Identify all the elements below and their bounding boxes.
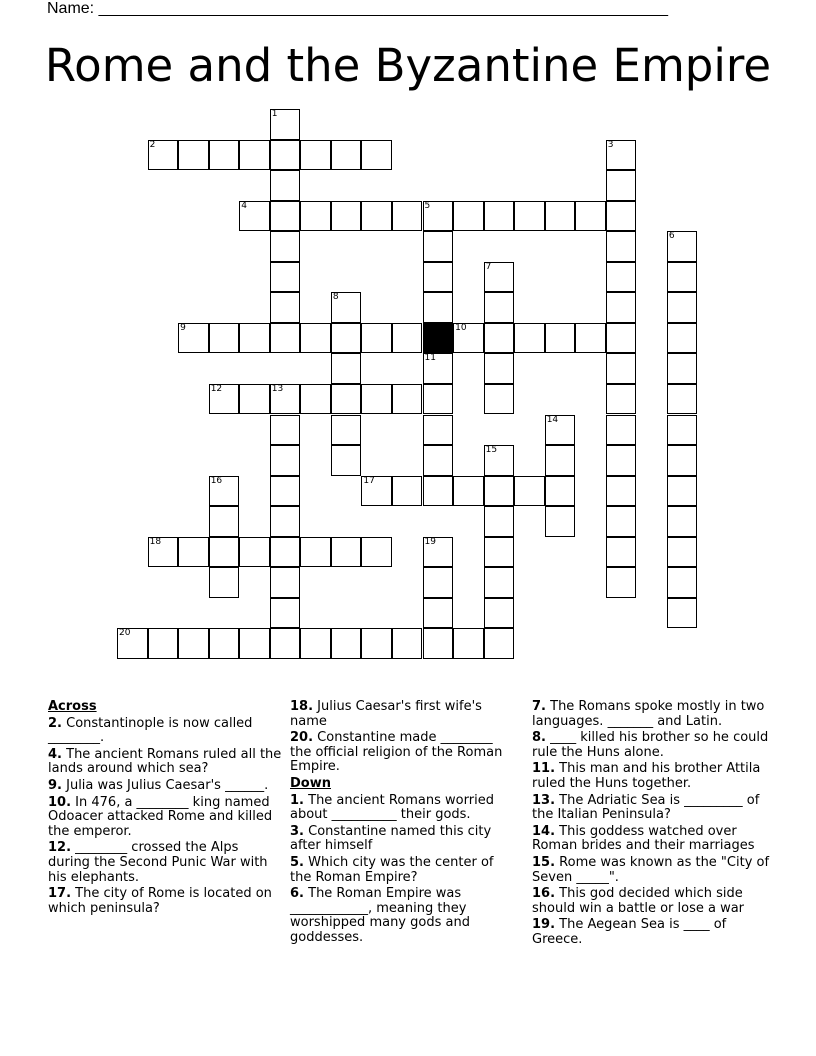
grid-cell[interactable] [392, 384, 423, 415]
grid-cell[interactable] [178, 537, 209, 568]
across-clue-2: 2. Constantinople is now called ________. [48, 715, 253, 746]
grid-cell[interactable] [209, 537, 240, 568]
grid-cell[interactable] [423, 231, 454, 262]
grid-cell[interactable] [606, 384, 637, 415]
grid-cell[interactable] [361, 476, 392, 507]
grid-cell[interactable] [484, 537, 515, 568]
grid-cell[interactable] [484, 201, 515, 232]
clue-number: 1 [271, 109, 278, 119]
grid-cell[interactable] [331, 537, 362, 568]
clue-number: 8 [332, 292, 339, 303]
grid-cell[interactable] [667, 415, 698, 446]
clue-number: 7 [485, 261, 492, 272]
grid-cell[interactable] [270, 109, 301, 140]
grid-cell[interactable] [300, 628, 331, 659]
grid-cell[interactable] [606, 231, 637, 262]
grid-cell[interactable] [209, 140, 240, 171]
grid-cell[interactable] [331, 353, 362, 384]
grid-cell[interactable] [300, 537, 331, 568]
grid-cell[interactable] [606, 323, 637, 354]
clue-number: 4 [241, 200, 247, 211]
grid-cell[interactable] [300, 323, 331, 354]
clue-number: 20 [119, 628, 131, 639]
grid-cell[interactable] [239, 140, 270, 171]
grid-cell[interactable] [361, 140, 392, 171]
grid-cell[interactable] [392, 323, 423, 354]
grid-cell[interactable] [423, 445, 454, 476]
grid-cell[interactable] [270, 323, 301, 354]
down-clue-16: 16. This god decided which side should win a battle or lose a war [532, 886, 745, 916]
grid-cell[interactable] [667, 292, 698, 323]
grid-cell[interactable] [484, 292, 515, 323]
down-clue-3: 3. Constantine named this city after himself [290, 823, 492, 854]
grid-cell[interactable] [209, 628, 240, 659]
grid-cell[interactable] [606, 567, 637, 598]
grid-cell[interactable] [606, 445, 637, 476]
clue-number: 2 [149, 139, 156, 150]
grid-cell[interactable] [545, 323, 576, 354]
across-clue-17: 17. The city of Rome is located on which peninsula? [48, 886, 272, 916]
grid-cell[interactable] [270, 445, 301, 476]
clue-number: 6 [668, 231, 675, 242]
grid-cell[interactable] [270, 262, 301, 293]
grid-cell[interactable] [270, 506, 301, 537]
grid-cell[interactable] [453, 201, 484, 232]
grid-cell[interactable] [667, 353, 698, 384]
clue-number: 15 [485, 445, 498, 456]
grid-cell[interactable] [484, 262, 515, 293]
grid-cell[interactable] [575, 323, 606, 354]
grid-cell[interactable] [545, 445, 576, 476]
grid-cell[interactable] [484, 598, 515, 629]
grid-cell[interactable] [331, 445, 362, 476]
grid-cell[interactable] [484, 506, 515, 537]
grid-cell[interactable] [209, 567, 240, 598]
grid-cell[interactable] [331, 140, 362, 171]
grid-cell[interactable] [606, 262, 637, 293]
grid-cell[interactable] [667, 537, 698, 568]
grid-cell[interactable] [453, 323, 484, 354]
grid-cell[interactable] [667, 445, 698, 476]
grid-cell[interactable] [423, 537, 454, 568]
clues-column-2 [290, 700, 516, 948]
grid-cell[interactable] [270, 170, 301, 201]
clue-number: 13 [271, 383, 284, 394]
grid-cell[interactable] [514, 476, 545, 507]
grid-cell[interactable] [484, 628, 515, 659]
grid-cell[interactable] [606, 353, 637, 384]
grid-cell[interactable] [545, 476, 576, 507]
grid-cell[interactable] [453, 628, 484, 659]
across-heading: Across [48, 699, 97, 714]
grid-cell[interactable] [453, 476, 484, 507]
grid-cell[interactable] [331, 384, 362, 415]
down-clue-14: 14. This goddess watched over Roman brides and their marriages [532, 823, 755, 854]
grid-cell[interactable] [423, 415, 454, 446]
grid-cell[interactable] [667, 262, 698, 293]
grid-cell[interactable] [667, 384, 698, 415]
down-clue-6: 6. The Roman Empire was ____________, meaning they worshipped many gods and goddesses. [290, 886, 470, 945]
grid-cell[interactable] [667, 506, 698, 537]
grid-cell[interactable] [239, 628, 270, 659]
grid-cell[interactable] [331, 292, 362, 323]
grid-cell[interactable] [361, 537, 392, 568]
grid-cell[interactable] [148, 537, 179, 568]
grid-cell[interactable] [423, 262, 454, 293]
grid-cell[interactable] [484, 353, 515, 384]
grid-cell[interactable] [423, 628, 454, 659]
grid-cell[interactable] [545, 201, 576, 232]
grid-cell[interactable] [484, 476, 515, 507]
down-clue-8: 8. ____ killed his brother so he could rule the Huns alone. [532, 730, 769, 760]
grid-cell[interactable] [117, 628, 148, 659]
down-clue-1: 1. The ancient Romans worried about __________ their gods. [290, 792, 494, 823]
grid-cell[interactable] [606, 292, 637, 323]
clue-number: 19 [424, 536, 436, 547]
grid-cell[interactable] [667, 231, 698, 262]
grid-cell[interactable] [331, 415, 362, 446]
down-clue-5: 5. Which city was the center of the Roman Empire? [290, 854, 494, 885]
grid-cell[interactable] [148, 140, 179, 171]
name-field[interactable]: Name: ________________________________________________________________ [47, 0, 669, 17]
grid-cell[interactable] [300, 201, 331, 232]
clue-number: 9 [180, 322, 186, 333]
down-clue-13: 13. The Adriatic Sea is _________ of the Italian Peninsula? [532, 792, 760, 823]
down-clue-11: 11. This man and his brother Attila ruled the Huns together. [532, 761, 761, 791]
grid-cell[interactable] [300, 384, 331, 415]
grid-cell[interactable] [575, 201, 606, 232]
grid-cell[interactable] [606, 170, 637, 201]
grid-cell[interactable] [423, 353, 454, 384]
grid-cell[interactable] [331, 628, 362, 659]
page-title: Rome and the Byzantine Empire [44, 39, 772, 92]
clue-number: 11 [424, 353, 436, 364]
grid-cell[interactable] [514, 201, 545, 232]
grid-cell[interactable] [270, 384, 301, 415]
grid-cell[interactable] [667, 323, 698, 354]
grid-cell[interactable] [667, 567, 698, 598]
grid-cell[interactable] [148, 628, 179, 659]
grid-cell[interactable] [178, 323, 209, 354]
grid-cell[interactable] [239, 537, 270, 568]
clue-number: 17 [363, 475, 375, 486]
grid-cell[interactable] [209, 323, 240, 354]
grid-cell[interactable] [484, 567, 515, 598]
grid-cell[interactable] [606, 140, 637, 171]
grid-cell[interactable] [606, 201, 637, 232]
grid-cell[interactable] [361, 384, 392, 415]
clue-number: 16 [210, 475, 223, 486]
grid-cell[interactable] [331, 201, 362, 232]
grid-cell[interactable] [239, 323, 270, 354]
down-heading: Down [290, 775, 331, 791]
clue-number: 10 [455, 322, 467, 333]
across-clue-20: 20. Constantine made ________ the official religion of the Roman Empire. [290, 730, 503, 775]
grid-cell[interactable] [423, 384, 454, 415]
clues-column-1 [48, 700, 284, 918]
grid-cell[interactable] [361, 323, 392, 354]
grid-cell[interactable] [270, 476, 301, 507]
grid-cell[interactable] [209, 506, 240, 537]
grid-cell[interactable] [484, 323, 515, 354]
clue-number: 18 [149, 536, 162, 547]
grid-cell[interactable] [270, 140, 301, 171]
grid-cell[interactable] [239, 201, 270, 232]
grid-cell[interactable] [270, 201, 301, 232]
clue-number: 5 [424, 200, 431, 211]
grid-cell[interactable] [239, 384, 270, 415]
black-cell [423, 323, 454, 354]
grid-cell[interactable] [423, 476, 454, 507]
across-clue-4: 4. The ancient Romans ruled all the lands around which sea? [48, 746, 282, 777]
clues-column-3 [532, 700, 772, 950]
down-clue-15: 15. Rome was known as the "City of Seven _____". [532, 854, 770, 885]
grid-cell[interactable] [270, 537, 301, 568]
across-clue-10: 10. In 476, a ________ king named Odoacer attacked Rome and killed the emperor. [48, 794, 273, 839]
grid-cell[interactable] [392, 628, 423, 659]
grid-cell[interactable] [545, 415, 576, 446]
grid-cell[interactable] [361, 628, 392, 659]
grid-cell[interactable] [606, 506, 637, 537]
grid-cell[interactable] [209, 476, 240, 507]
grid-cell[interactable] [270, 415, 301, 446]
clue-number: 12 [210, 383, 223, 394]
across-clue-18: 18. Julius Caesar's first wife's name [290, 699, 482, 729]
grid-cell[interactable] [178, 628, 209, 659]
grid-cell[interactable] [514, 323, 545, 354]
grid-cell[interactable] [667, 598, 698, 629]
grid-cell[interactable] [545, 506, 576, 537]
grid-cell[interactable] [392, 476, 423, 507]
grid-cell[interactable] [484, 445, 515, 476]
grid-cell[interactable] [300, 140, 331, 171]
down-clue-19: 19. The Aegean Sea is ____ of Greece. [532, 917, 727, 947]
grid-cell[interactable] [270, 628, 301, 659]
clue-number: 3 [607, 139, 614, 150]
grid-cell[interactable] [606, 476, 637, 507]
grid-cell[interactable] [606, 415, 637, 446]
down-clue-7: 7. The Romans spoke mostly in two languages. _______ and Latin. [532, 699, 765, 729]
grid-cell[interactable] [270, 292, 301, 323]
grid-cell[interactable] [361, 201, 392, 232]
grid-cell[interactable] [484, 384, 515, 415]
grid-cell[interactable] [178, 140, 209, 171]
grid-cell[interactable] [423, 292, 454, 323]
grid-cell[interactable] [423, 201, 454, 232]
clue-number: 14 [546, 414, 559, 425]
grid-cell[interactable] [270, 231, 301, 262]
grid-cell[interactable] [423, 598, 454, 629]
across-clue-12: 12. ________ crossed the Alps during the Second Punic War with his elephants. [48, 840, 268, 885]
grid-cell[interactable] [667, 476, 698, 507]
grid-cell[interactable] [423, 567, 454, 598]
grid-cell[interactable] [270, 598, 301, 629]
across-clue-9: 9. Julia was Julius Caesar's ______. [48, 777, 269, 793]
grid-cell[interactable] [392, 201, 423, 232]
grid-cell[interactable] [606, 537, 637, 568]
grid-cell[interactable] [270, 567, 301, 598]
grid-cell[interactable] [331, 323, 362, 354]
grid-cell[interactable] [209, 384, 240, 415]
